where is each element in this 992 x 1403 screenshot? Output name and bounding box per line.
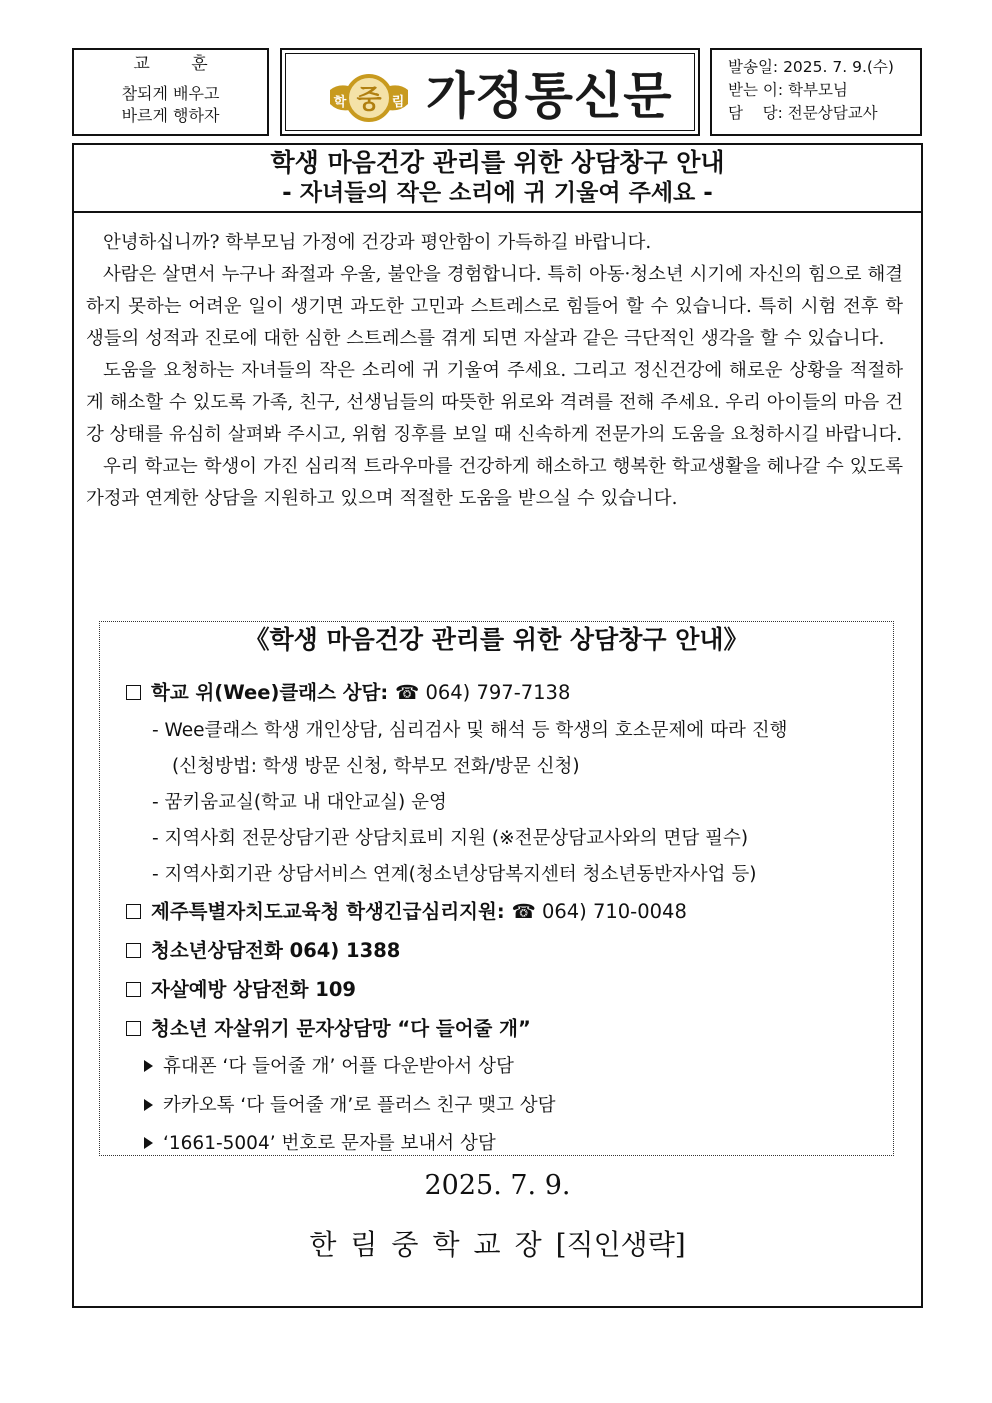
letter-frame — [72, 143, 923, 1308]
method-1-label: 휴대폰 ‘다 들어줄 개’ 어플 다운받아서 상담 — [163, 1056, 514, 1077]
text-counseling-method-3 — [144, 1129, 496, 1155]
school-emblem-icon — [326, 70, 412, 128]
youth-counseling-label: 청소년상담전화 064) 1388 — [151, 939, 401, 962]
wee-detail-5: - 지역사회기관 상담서비스 연계(청소년상담복지센터 청소년동반자사업 등) — [152, 864, 757, 885]
wee-detail-4: - 지역사회 전문상담기관 상담치료비 지원 (※전문상담교사와의 면담 필수) — [152, 828, 749, 849]
checkbox-square-icon — [126, 1021, 141, 1036]
body-paragraph-greeting: 안녕하십니까? 학부모님 가정에 건강과 평안함이 가득하길 바랍니다. — [103, 232, 652, 253]
counseling-guide-box — [99, 621, 894, 1156]
body-paragraph-4: 우리 학교는 학생이 가진 심리적 트라우마를 건강하게 해소하고 행복한 학교생활을 헤나갈 수 있도록 가정과 연계한 상담을 지원하고 있으며 적절한 도움을 받으실 수 있습니다. — [86, 456, 903, 509]
text-counseling-item — [126, 1013, 531, 1041]
motto-line-1: 참되게 배우고 — [121, 84, 220, 103]
person-in-charge: 담 당: 전문상담교사 — [728, 104, 878, 122]
motto-box — [72, 48, 269, 136]
checkbox-square-icon — [126, 943, 141, 958]
suicide-prevention-label: 자살예방 상담전화 109 — [151, 978, 356, 1001]
motto-title: 교 훈 — [133, 54, 226, 74]
principal-title: 한림중학교장 — [309, 1228, 556, 1261]
text-counseling-method-2 — [144, 1091, 555, 1117]
wee-class-phone: ☎ 064) 797-7138 — [394, 681, 571, 704]
checkbox-square-icon — [126, 685, 141, 700]
text-counseling-label: 청소년 자살위기 문자상담망 “다 들어줄 개” — [151, 1017, 531, 1040]
triangle-bullet-icon — [144, 1099, 153, 1111]
emblem-left-letter: 학 — [333, 95, 347, 110]
wee-class-item — [126, 677, 570, 705]
seal-omitted: [직인생략] — [555, 1228, 686, 1261]
title-area — [74, 145, 921, 213]
youth-counseling-item — [126, 935, 400, 963]
masthead — [280, 48, 700, 136]
triangle-bullet-icon — [144, 1060, 153, 1072]
text-counseling-method-1 — [144, 1052, 514, 1078]
letter-body — [86, 227, 903, 515]
body-paragraph-2: 사람은 살면서 누구나 좌절과 우울, 불안을 경험합니다. 특히 아동·청소년 시기에 자신의 힘으로 해결하지 못하는 어려운 일이 생기면 과도한 고민과 스트레스로 힘들어 할 수 있습니다. 특히 시험 전후 학생들의 성적과 진로에 대한 심한 스트레스를 겪게 되면 자살과 같은 극단적인 생각을 할 수 있습니다. — [86, 264, 903, 349]
jeju-support-label: 제주특별자치도교육청 학생긴급심리지원: — [151, 900, 505, 923]
method-3-label: ‘1661-5004’ 번호로 문자를 보내서 상담 — [163, 1133, 496, 1154]
checkbox-square-icon — [126, 982, 141, 997]
suicide-prevention-item — [126, 974, 356, 1002]
guide-title: 《학생 마음건강 관리를 위한 상담창구 안내》 — [244, 625, 749, 654]
letter-subtitle: - 자녀들의 작은 소리에 귀 기울여 주세요 - — [282, 180, 713, 206]
info-box — [710, 48, 922, 136]
wee-detail-3: - 꿈키움교실(학교 내 대안교실) 운영 — [152, 792, 447, 813]
wee-detail-2: (신청방법: 학생 방문 신청, 학부모 전화/방문 신청) — [172, 756, 580, 777]
issue-date: 2025. 7. 9. — [424, 1170, 571, 1201]
letter-title: 학생 마음건강 관리를 위한 상담창구 안내 — [270, 148, 725, 177]
emblem-center-letter: 중 — [356, 85, 382, 115]
jeju-support-item — [126, 896, 687, 924]
wee-detail-1: - Wee클래스 학생 개인상담, 심리검사 및 해석 등 학생의 호소문제에 따라 진행 — [152, 720, 788, 741]
motto-line-2: 바르게 행하자 — [121, 106, 220, 125]
jeju-support-phone: ☎ 064) 710-0048 — [511, 900, 687, 923]
wee-class-label: 학교 위(Wee)클래스 상담: — [151, 681, 389, 704]
recipient: 받는 이: 학부모님 — [728, 81, 848, 99]
body-paragraph-3: 도움을 요청하는 자녀들의 작은 소리에 귀 기울여 주세요. 그리고 정신건강에 해로운 상황을 적절하게 해소할 수 있도록 가족, 친구, 선생님들의 따뜻한 위로와 격려를 전해 주세요. 우리 아이들의 마음 건강 상태를 유심히 살펴봐 주시고, 위험 징후를 보일 때 신속하게 전문가의 도움을 요청하시길 바랍니다. — [86, 360, 903, 445]
checkbox-square-icon — [126, 904, 141, 919]
triangle-bullet-icon — [144, 1137, 153, 1149]
newsletter-title: 가정통신문 — [426, 67, 673, 125]
method-2-label: 카카오톡 ‘다 들어줄 개’로 플러스 친구 맺고 상담 — [163, 1095, 556, 1116]
emblem-right-letter: 림 — [391, 95, 405, 110]
signer — [74, 1223, 921, 1263]
sent-date: 발송일: 2025. 7. 9.(수) — [728, 58, 894, 76]
